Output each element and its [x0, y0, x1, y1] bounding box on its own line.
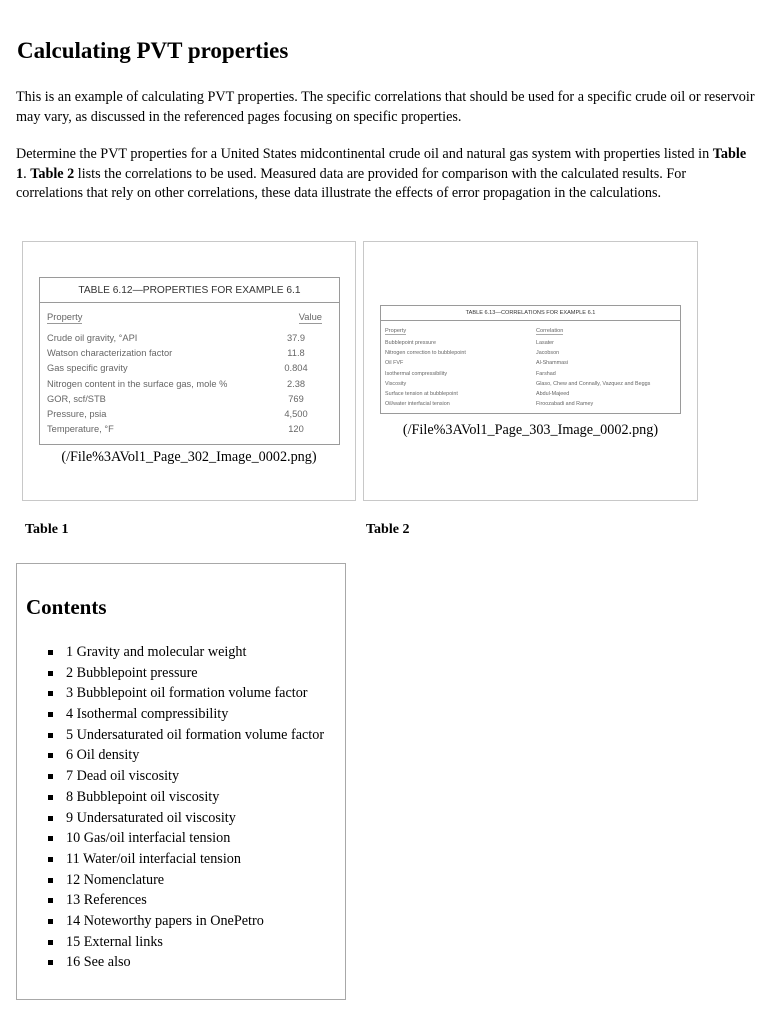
property-cell: Pressure, psia: [47, 408, 107, 419]
correlation-cell: Firoozabadi and Ramey: [536, 401, 594, 408]
value-cell: 769: [288, 393, 304, 404]
property-cell: Watson characterization factor: [47, 348, 173, 359]
value-cell: 4,500: [284, 408, 308, 419]
property-cell: Surface tension at bubblepoint: [385, 390, 458, 397]
correlation-cell: Al-Shammasi: [536, 360, 569, 367]
toc-item[interactable]: [17, 787, 324, 808]
toc-item-label[interactable]: 3 Bubblepoint oil formation volume factor: [66, 685, 308, 702]
table-row: [40, 348, 339, 363]
table-header: [381, 328, 680, 340]
table-row: [381, 350, 680, 360]
table-row: [40, 424, 339, 439]
property-cell: GOR, scf/STB: [47, 393, 106, 404]
bullet-icon: [48, 878, 53, 883]
toc-item-label[interactable]: 10 Gas/oil interfacial tension: [66, 830, 231, 847]
toc-item-label[interactable]: 4 Isothermal compressibility: [66, 706, 229, 723]
table-1-link[interactable]: Table 1: [16, 146, 747, 182]
toc-item-label[interactable]: 5 Undersaturated oil formation volume factor: [66, 726, 325, 743]
toc-item-label[interactable]: 12 Nomenclature: [66, 871, 165, 888]
toc-item[interactable]: [17, 849, 324, 870]
column-header-value: Value: [298, 311, 322, 322]
correlation-cell: Jacobson: [536, 350, 560, 357]
table-row: [381, 401, 680, 411]
toc-item-label[interactable]: 6 Oil density: [66, 747, 140, 764]
correlations-table-image: [380, 305, 681, 414]
toc-item-label[interactable]: 9 Undersaturated oil viscosity: [66, 809, 236, 826]
correlation-cell: Abdul-Majeed: [536, 390, 570, 397]
toc-item[interactable]: [17, 704, 324, 725]
description-text: .: [23, 165, 31, 182]
correlation-cell: Farshad: [536, 370, 556, 377]
figure-table-1[interactable]: [22, 241, 356, 501]
toc-item-label[interactable]: 14 Noteworthy papers in OnePetro: [66, 912, 264, 929]
bullet-icon: [48, 774, 53, 779]
column-header-property: Property: [47, 311, 83, 322]
toc-item-label[interactable]: 13 References: [66, 892, 147, 909]
column-header-property: Property: [385, 328, 407, 334]
table-row: [381, 360, 680, 370]
toc-item-label[interactable]: 16 See also: [66, 954, 131, 971]
toc-item[interactable]: [17, 766, 324, 787]
toc-item[interactable]: [17, 952, 324, 973]
bullet-icon: [48, 960, 53, 965]
correlation-cell: Lasater: [536, 340, 554, 346]
toc-item[interactable]: [17, 828, 324, 849]
toc-item[interactable]: [17, 642, 324, 663]
table-of-contents: [16, 563, 346, 1000]
table-title: TABLE 6.13—CORRELATIONS FOR EXAMPLE 6.1: [381, 306, 680, 321]
bullet-icon: [48, 898, 53, 903]
value-cell: 2.38: [286, 378, 306, 389]
value-cell: 0.804: [284, 363, 308, 374]
toc-item-label[interactable]: 15 External links: [66, 933, 163, 950]
value-cell: 120: [288, 424, 304, 435]
properties-table-image: [39, 277, 340, 445]
property-cell: Bubblepoint pressure: [385, 340, 436, 346]
toc-title: Contents: [26, 595, 107, 619]
toc-item[interactable]: [17, 683, 324, 704]
property-cell: Crude oil gravity, °API: [47, 333, 138, 343]
description-text: Determine the PVT properties for a United States midcontinental crude oil and natural gas system with properties listed in: [16, 146, 713, 162]
property-cell: Nitrogen content in the surface gas, mole %: [47, 378, 228, 389]
description-paragraph: [16, 145, 756, 204]
table-row: [381, 391, 680, 401]
intro-paragraph: This is an example of calculating PVT properties. The specific correlations that should be used for a specific crude oil or reservoir may vary, as discussed in the referenced pages focusing on specific properties.: [16, 89, 755, 125]
page-title: Calculating PVT properties: [17, 38, 289, 63]
table-row: [40, 363, 339, 378]
table-row: [381, 340, 680, 350]
toc-item-label[interactable]: 8 Bubblepoint oil viscosity: [66, 788, 220, 805]
value-cell: 11.8: [287, 348, 305, 359]
table-header: [40, 311, 339, 333]
bullet-icon: [48, 795, 53, 800]
value-cell: 37.9: [286, 333, 306, 343]
table-row: [40, 379, 339, 394]
bullet-icon: [48, 691, 53, 696]
correlation-cell: Glaso, Chew and Connally, Vazquez and Beggs: [536, 380, 651, 387]
bullet-icon: [48, 753, 53, 758]
description-text: lists the correlations to be used. Measured data are provided for comparison with the calculated results. For correlations that rely on other correlations, these data illustrate the effects of error propagation in the calculations.: [16, 165, 687, 201]
toc-item-label[interactable]: 11 Water/oil interfacial tension: [66, 850, 241, 867]
column-header-correlation: Correlation: [536, 328, 564, 334]
bullet-icon: [48, 940, 53, 945]
toc-item-label[interactable]: 1 Gravity and molecular weight: [66, 644, 247, 660]
bullet-icon: [48, 836, 53, 841]
table-row: [40, 394, 339, 409]
bullet-icon: [48, 650, 53, 655]
toc-item[interactable]: [17, 808, 324, 829]
toc-item[interactable]: [17, 870, 324, 891]
table-row: [40, 333, 339, 348]
property-cell: Viscosity: [385, 380, 407, 387]
figure-table-2[interactable]: [363, 241, 698, 501]
table-2-link[interactable]: Table 2: [30, 165, 75, 182]
bullet-icon: [48, 857, 53, 862]
property-cell: Nitrogen correction to bubblepoint: [385, 350, 466, 357]
toc-item-label[interactable]: 2 Bubblepoint pressure: [66, 664, 198, 681]
bullet-icon: [48, 712, 53, 717]
figure-caption[interactable]: (/File%3AVol1_Page_302_Image_0002.png): [61, 449, 317, 465]
bullet-icon: [48, 816, 53, 821]
property-cell: Oil/water interfacial tension: [385, 401, 450, 408]
property-cell: Oil FVF: [385, 360, 404, 367]
toc-item[interactable]: [17, 932, 324, 953]
toc-item[interactable]: [17, 890, 324, 911]
table-row: [381, 371, 680, 381]
bullet-icon: [48, 733, 53, 738]
table-1-label: Table 1: [25, 522, 69, 537]
table-title: TABLE 6.12—PROPERTIES FOR EXAMPLE 6.1: [40, 278, 339, 303]
toc-item[interactable]: [17, 725, 324, 746]
table-2-label: Table 2: [366, 522, 410, 537]
toc-item[interactable]: [17, 745, 324, 766]
table-row: [40, 409, 339, 424]
toc-item-label[interactable]: 7 Dead oil viscosity: [66, 768, 180, 785]
toc-item[interactable]: [17, 911, 324, 932]
bullet-icon: [48, 919, 53, 924]
toc-list: [17, 642, 324, 973]
table-row: [381, 381, 680, 391]
property-cell: Isothermal compressibility: [385, 370, 448, 377]
property-cell: Gas specific gravity: [47, 363, 128, 374]
figure-caption[interactable]: (/File%3AVol1_Page_303_Image_0002.png): [402, 422, 659, 438]
property-cell: Temperature, °F: [47, 424, 114, 435]
toc-item[interactable]: [17, 663, 324, 684]
bullet-icon: [48, 671, 53, 676]
